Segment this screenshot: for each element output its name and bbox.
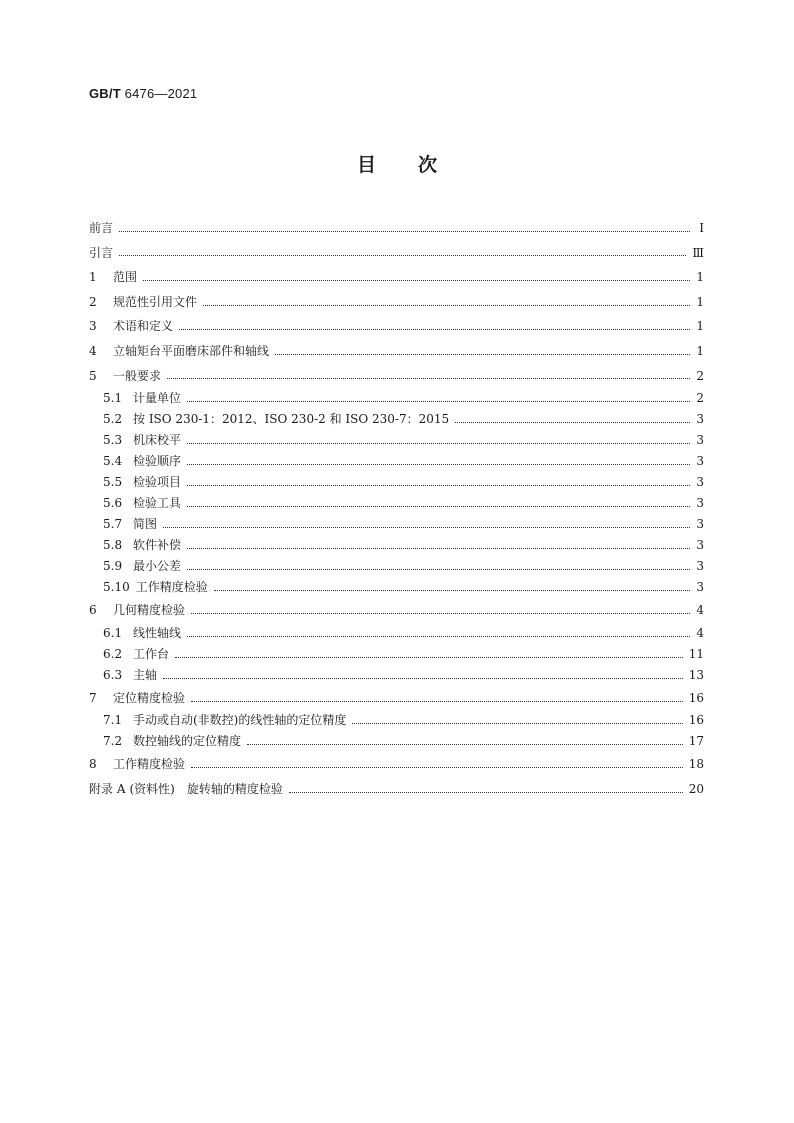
toc-entry-number: 6: [89, 603, 97, 618]
toc-entry-number: 1: [89, 270, 97, 285]
toc-entry-label: 规范性引用文件: [113, 294, 198, 309]
toc-entry-label: 计量单位: [133, 391, 182, 406]
toc-entry-label: 术语和定义: [113, 319, 174, 334]
standard-code: [89, 86, 197, 101]
dot-leader: [455, 422, 690, 423]
toc-entry-number: 5.4: [103, 454, 123, 469]
dot-leader: [179, 329, 690, 330]
toc-entry-number: 4: [89, 343, 97, 358]
dot-leader: [187, 464, 690, 465]
toc-entry[interactable]: [89, 265, 704, 290]
toc-entry-number: 5: [89, 368, 97, 383]
toc-entry-label: 手动或自动(非数控)的线性轴的定位精度: [133, 713, 347, 728]
toc-entry-label: 前言: [89, 221, 114, 235]
toc-entry-label: 立轴矩台平面磨床部件和轴线: [113, 343, 270, 358]
toc-entry-label: 工作台: [133, 646, 170, 661]
toc-entry[interactable]: [89, 290, 704, 315]
title-char-2: 次: [418, 154, 438, 176]
toc-entry-number: 附录 A: [89, 781, 126, 796]
toc-entry[interactable]: [89, 623, 704, 644]
dot-leader: [167, 378, 690, 379]
toc-entry-label: 最小公差: [133, 559, 182, 574]
dot-leader: [275, 354, 690, 355]
toc-entry[interactable]: [89, 777, 704, 802]
toc-entry-number: 6.1: [103, 625, 123, 640]
toc-entry[interactable]: [89, 451, 704, 472]
toc-entry-label: (资料性) 旋转轴的精度检验: [129, 781, 283, 796]
toc-entry[interactable]: [89, 493, 704, 514]
standard-number: 6476—2021: [124, 86, 198, 101]
toc-entry-page: 16: [688, 690, 704, 705]
toc-entry-label: 简图: [133, 517, 158, 532]
page-title: [0, 150, 794, 177]
toc-entry[interactable]: [89, 430, 704, 451]
toc-entry-page: 1: [696, 294, 704, 309]
toc-entry-label: 软件补偿: [133, 538, 182, 553]
toc-entry-page: 2: [696, 391, 704, 406]
dot-leader: [163, 678, 683, 679]
toc-entry-label: 范围: [113, 270, 138, 285]
toc-entry[interactable]: [89, 556, 704, 577]
toc-entry-page: 3: [696, 538, 704, 553]
toc-entry-number: 7.2: [103, 734, 123, 749]
toc-entry-label: 按 ISO 230-1：2012、ISO 230-2 和 ISO 230-7：2015: [133, 412, 450, 427]
toc-entry-page: 17: [688, 734, 704, 749]
toc-entry-number: 2: [89, 294, 97, 309]
toc-entry-page: 3: [696, 496, 704, 511]
dot-leader: [143, 280, 690, 281]
dot-leader: [191, 701, 683, 702]
toc-entry-label: 机床校平: [133, 433, 182, 448]
dot-leader: [289, 792, 683, 793]
toc-entry[interactable]: [89, 598, 704, 623]
dot-leader: [187, 548, 690, 549]
toc-entry-label: 几何精度检验: [113, 603, 186, 618]
toc-entry-label: 定位精度检验: [113, 690, 186, 705]
toc-entry-page: 1: [696, 343, 704, 358]
toc-entry[interactable]: [89, 665, 704, 686]
dot-leader: [187, 636, 690, 637]
toc-entry-number: 5.6: [103, 496, 123, 511]
toc-entry-label: 引言: [89, 245, 114, 260]
toc-entry-page: 3: [696, 559, 704, 574]
toc-entry[interactable]: [89, 644, 704, 665]
toc-entry-page: 3: [696, 517, 704, 532]
toc-entry-number: 5.9: [103, 559, 123, 574]
toc-entry-page: 3: [696, 475, 704, 490]
toc-entry-page: 16: [688, 713, 704, 728]
toc-entry[interactable]: [89, 577, 704, 598]
toc-entry-page: 20: [688, 781, 704, 796]
toc-entry-page: Ⅰ: [699, 221, 704, 235]
toc-entry-label: 数控轴线的定位精度: [133, 734, 242, 749]
toc-entry[interactable]: [89, 686, 704, 711]
toc-entry-number: 5.2: [103, 412, 123, 427]
toc-entry-page: 11: [688, 646, 704, 661]
toc-entry-page: 4: [696, 625, 704, 640]
toc-entry-number: 5.1: [103, 391, 123, 406]
toc-entry-label: 主轴: [133, 667, 158, 682]
table-of-contents: [89, 216, 704, 802]
standard-prefix: GB/T: [89, 86, 121, 101]
toc-entry-page: 13: [688, 667, 704, 682]
dot-leader: [187, 401, 690, 402]
toc-entry-page: 1: [696, 319, 704, 334]
dot-leader: [187, 485, 690, 486]
dot-leader: [247, 744, 683, 745]
toc-entry-number: 5.8: [103, 538, 123, 553]
toc-entry[interactable]: [89, 752, 704, 777]
dot-leader: [187, 506, 690, 507]
toc-entry-number: 5.5: [103, 475, 123, 490]
dot-leader: [119, 231, 690, 232]
toc-entry-number: 6.2: [103, 646, 123, 661]
toc-entry[interactable]: [89, 472, 704, 493]
toc-entry[interactable]: [89, 364, 704, 389]
toc-entry[interactable]: [89, 535, 704, 556]
dot-leader: [163, 527, 690, 528]
dot-leader: [175, 657, 683, 658]
toc-entry-number: 6.3: [103, 667, 123, 682]
toc-entry-label: 工作精度检验: [135, 580, 208, 595]
dot-leader: [191, 613, 690, 614]
toc-entry-label: 检验工具: [133, 496, 182, 511]
title-char-1: 目: [356, 154, 376, 176]
dot-leader: [352, 723, 682, 724]
toc-entry-page: 3: [696, 580, 704, 595]
toc-entry-label: 工作精度检验: [113, 757, 186, 772]
toc-entry-label: 线性轴线: [133, 625, 182, 640]
toc-entry-label: 一般要求: [113, 368, 162, 383]
dot-leader: [187, 443, 690, 444]
toc-entry-number: 5.10: [103, 580, 130, 595]
dot-leader: [191, 767, 683, 768]
toc-entry-page: 18: [688, 757, 704, 772]
toc-entry-page: 4: [696, 603, 704, 618]
toc-entry-number: 5.3: [103, 433, 123, 448]
dot-leader: [214, 590, 690, 591]
toc-entry-number: 7: [89, 690, 97, 705]
toc-entry[interactable]: [89, 731, 704, 752]
toc-entry[interactable]: [89, 409, 704, 430]
toc-entry-number: 7.1: [103, 713, 123, 728]
toc-entry[interactable]: [89, 216, 704, 241]
dot-leader: [187, 569, 690, 570]
toc-entry-page: 1: [696, 270, 704, 285]
toc-entry-number: 3: [89, 319, 97, 334]
toc-entry-number: 5.7: [103, 517, 123, 532]
dot-leader: [119, 255, 686, 256]
toc-entry-number: 8: [89, 757, 97, 772]
toc-entry[interactable]: [89, 388, 704, 409]
toc-entry-page: 3: [696, 454, 704, 469]
toc-entry-page: 3: [696, 433, 704, 448]
toc-entry-page: 2: [696, 368, 704, 383]
toc-entry[interactable]: [89, 241, 704, 266]
toc-entry[interactable]: [89, 339, 704, 364]
toc-entry-label: 检验项目: [133, 475, 182, 490]
toc-entry[interactable]: [89, 710, 704, 731]
toc-entry-page: 3: [696, 412, 704, 427]
dot-leader: [203, 305, 690, 306]
toc-entry[interactable]: [89, 514, 704, 535]
toc-entry[interactable]: [89, 314, 704, 339]
toc-entry-label: 检验顺序: [133, 454, 182, 469]
toc-entry-page: Ⅲ: [692, 245, 704, 260]
